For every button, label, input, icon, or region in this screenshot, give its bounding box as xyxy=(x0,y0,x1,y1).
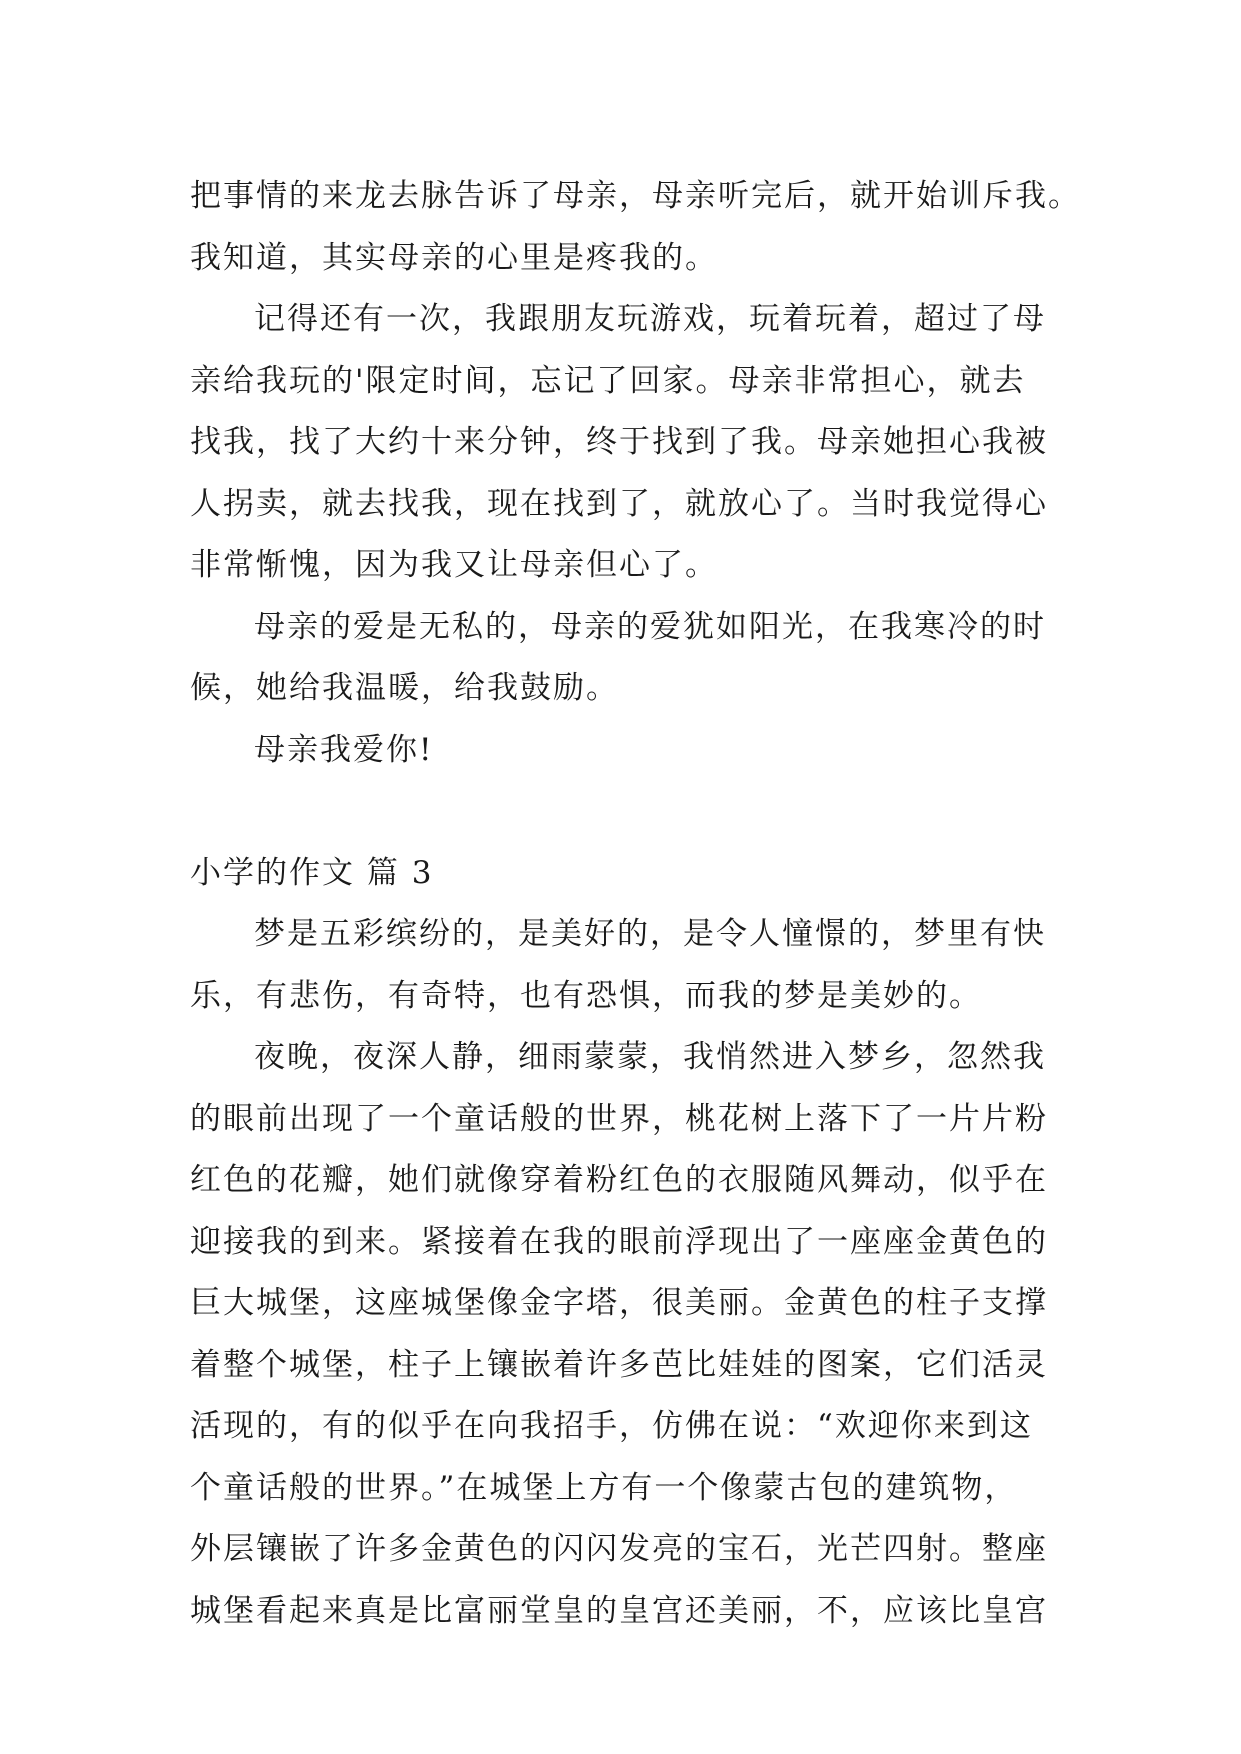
text-line: 非常惭愧，因为我又让母亲但心了。 xyxy=(190,547,718,583)
paragraph-start-line: 母亲的爱是无私的，母亲的爱犹如阳光，在我寒冷的时 xyxy=(254,608,1046,645)
text-line: 外层镶嵌了许多金黄色的闪闪发亮的宝石，光芒四射。整座 xyxy=(190,1531,1048,1567)
text-line: 找我，找了大约十来分钟，终于找到了我。母亲她担心我被 xyxy=(190,424,1048,460)
text-line: 个童话般的世界。”在城堡上方有一个像蒙古包的建筑物， xyxy=(190,1469,1018,1506)
text-line: 迎接我的到来。紧接着在我的眼前浮现出了一座座金黄色的 xyxy=(190,1223,1048,1260)
text-line: 巨大城堡，这座城堡像金字塔，很美丽。金黄色的柱子支撑 xyxy=(190,1285,1048,1321)
text-line: 着整个城堡，柱子上镶嵌着许多芭比娃娃的图案，它们活灵 xyxy=(190,1346,1048,1383)
paragraph-start-line: 梦是五彩缤纷的，是美好的，是令人憧憬的，梦里有快 xyxy=(254,916,1046,952)
text-line: 的眼前出现了一个童话般的世界，桃花树上落下了一片片粉 xyxy=(190,1100,1048,1137)
section-gap xyxy=(190,781,1050,843)
text-line: 乐，有悲伤，有奇特，也有恐惧，而我的梦是美妙的。 xyxy=(190,977,982,1014)
document-body xyxy=(190,166,1081,1642)
text-line: 城堡看起来真是比富丽堂皇的皇宫还美丽，不，应该比皇宫 xyxy=(190,1592,1048,1629)
text-line: 人拐卖，就去找我，现在找到了，就放心了。当时我觉得心 xyxy=(190,485,1048,522)
text-line: 红色的花瓣，她们就像穿着粉红色的衣服随风舞动，似乎在 xyxy=(190,1162,1048,1198)
text-line: 我知道，其实母亲的心里是疼我的。 xyxy=(190,239,718,276)
closing-line: 母亲我爱你! xyxy=(254,731,434,768)
paragraph-start-line: 记得还有一次，我跟朋友玩游戏，玩着玩着，超过了母 xyxy=(254,301,1046,337)
text-line: 把事情的来龙去脉告诉了母亲，母亲听完后，就开始训斥我。 xyxy=(190,178,1081,214)
text-line: 候，她给我温暖，给我鼓励。 xyxy=(190,670,619,706)
paragraph-start-line: 夜晚，夜深人静，细雨蒙蒙，我悄然进入梦乡，忽然我 xyxy=(254,1039,1046,1075)
text-line: 亲给我玩的'限定时间，忘记了回家。母亲非常担心，就去 xyxy=(190,362,1026,399)
text-line: 活现的，有的似乎在向我招手，仿佛在说：“欢迎你来到这 xyxy=(190,1408,1033,1444)
section-title: 小学的作文 篇 3 xyxy=(190,854,434,891)
